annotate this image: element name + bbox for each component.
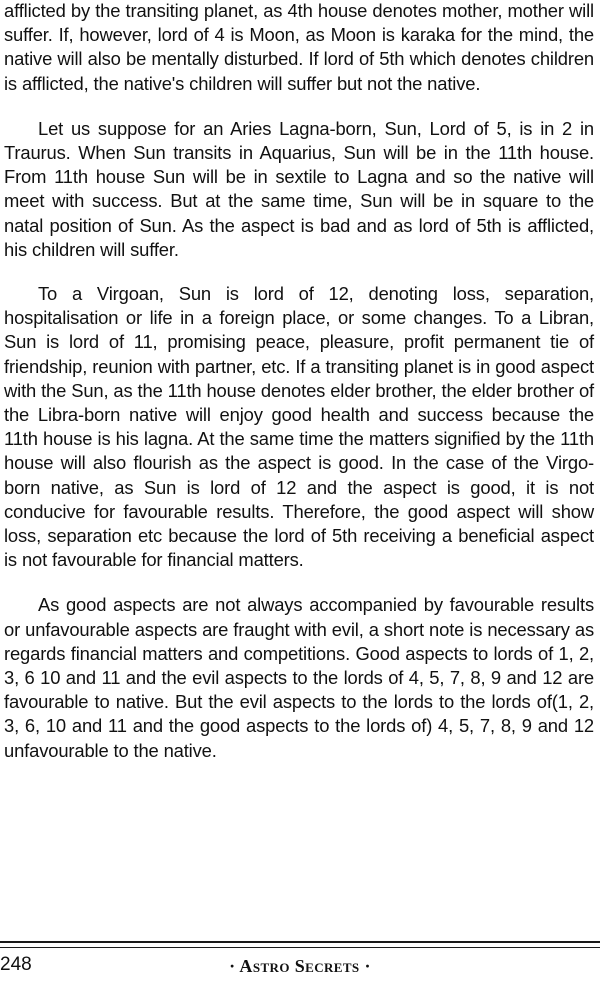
paragraph-virgo-libra: To a Virgoan, Sun is lord of 12, denoting loss, separation, hospitalisation or life in a foreign place, or some changes. To a Libran, Sun is lord of 11, promising peace, pleasure, profit permanent tie of friendship, reunion with partner, etc. If a transiting planet is in good aspect with the Sun, as the 11th house denotes elder brother, the elder brother of the Libra-born native will enjoy good health and success because the 11th house is his lagna. At the same time the matters signified by the 11th house will also flourish as the aspect is good. In the case of the Virgo-born native, as Sun is lord of 12 and the aspect is good, it is not conducive for favourable results. Therefore, the good aspect will show loss, separation etc because the lord of 5th receiving a beneficial aspect is not favourable for financial matters. xyxy=(4,283,594,571)
footer-rule-top xyxy=(0,941,600,943)
paragraph-aries-example: Let us suppose for an Aries Lagna-born, Sun, Lord of 5, is in 2 in Traurus. When Sun transits in Aquarius, Sun will be in the 11th house. From 11th house Sun will be in sextile to Lagna and so the native will meet with success. But at the same time, Sun will be in square to the natal position of Sun. As the aspect is bad and as lord of 5th is afflicted, his children will suffer. xyxy=(4,117,594,260)
running-head: · Astro Secrets · xyxy=(229,956,371,976)
paragraph-continuation: afflicted by the transiting planet, as 4th house denotes mother, mother will suffer. If, however, lord of 4 is Moon, as Moon is karaka for the mind, the native will also be mentally disturbed. If lord of 5th which denotes children is afflicted, the native's children will suffer but not the native. xyxy=(4,0,594,94)
paragraph-financial-note: As good aspects are not always accompanied by favourable results or unfavourable aspects are fraught with evil, a short note is necessary as regards financial matters and competitions. Good aspects to lords of 1, 2, 3, 6 10 and 11 and the evil aspects to the lords of 4, 5, 7, 8, 9 and 12 are favourable to native. But the evil aspects to the lords to the lords of(1, 2, 3, 6, 10 and 11 and the good aspects to the lords of) 4, 5, 7, 8, 9 and 12 unfavourable to the native. xyxy=(4,594,594,761)
body-text xyxy=(4,0,594,763)
page-number: 248 xyxy=(0,954,32,975)
footer-rule-bottom xyxy=(0,947,600,948)
